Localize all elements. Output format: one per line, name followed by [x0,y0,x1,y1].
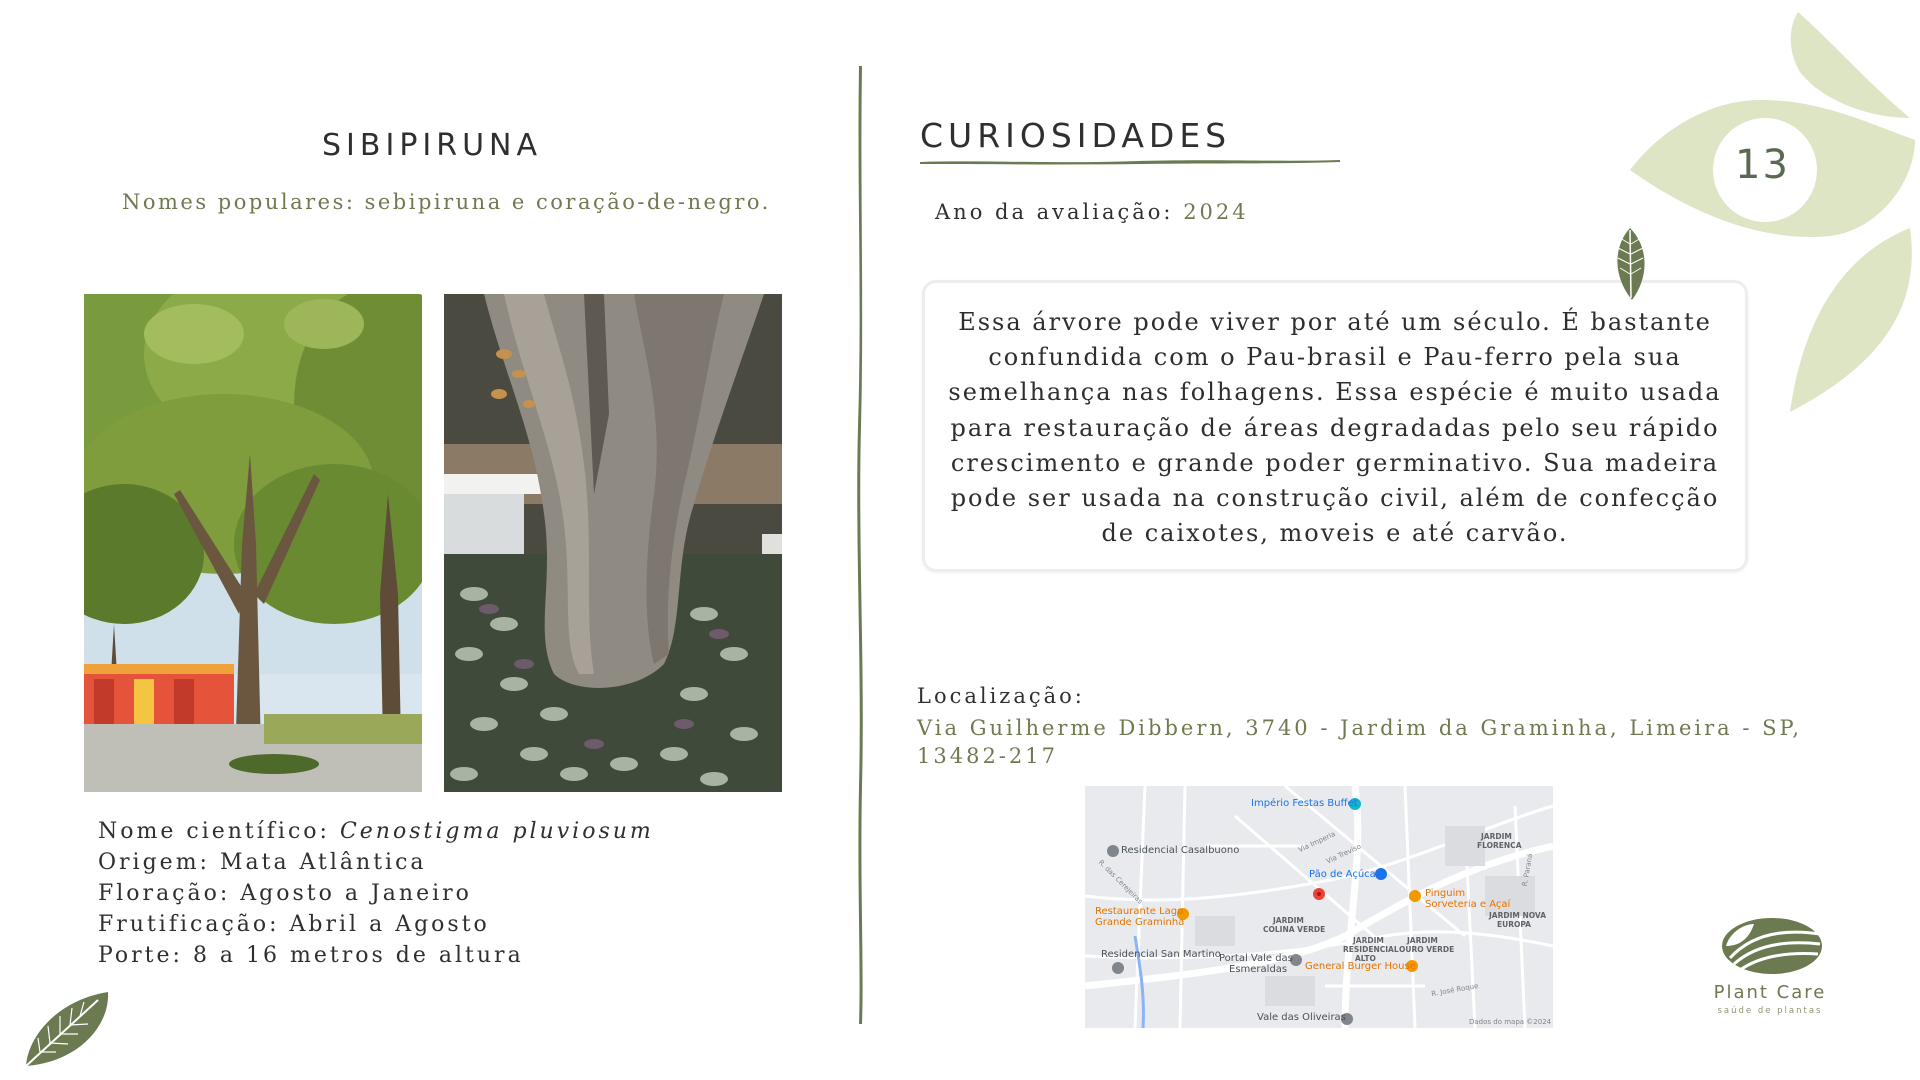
fruiting-row: Frutificação: Abril a Agosto [98,912,490,937]
map-label-imperio: Império Festas Buffet [1251,798,1358,809]
map-label-florenca-2: FLORENCA [1477,841,1522,850]
evaluation-year [935,200,1249,224]
location-label: Localização: [917,684,1085,708]
origin-row: Origem: Mata Atlântica [98,850,427,875]
evaluation-label: Ano da avaliação: [935,200,1184,224]
map-street-jose: R. José Roque [1430,981,1479,999]
trunk-photo [444,294,782,792]
location-address: Via Guilherme Dibbern, 3740 - Jardim da Graminha, Limeira - SP, 13482-217 [917,716,1803,768]
map-label-casalbuono: Residencial Casalbuono [1121,845,1240,856]
map-label-colina-2: COLINA VERDE [1263,925,1326,934]
flowering-row: Floração: Agosto a Janeiro [98,881,472,906]
map-label-oliveiras: Vale das Oliveiras [1257,1012,1346,1023]
scientific-name-row [98,816,654,847]
curiosities-box [922,280,1748,572]
logo-name: Plant Care [1713,982,1827,1003]
map-label-residencial-2: RESIDENCIAL [1343,945,1399,954]
logo-leaf-icon [1720,916,1824,976]
plant-care-logo [1700,916,1840,1026]
map-street-imperia: Via Imperia [1297,829,1337,855]
map-label-novaeuropa-2: EUROPA [1497,920,1531,929]
evaluation-value: 2024 [1183,200,1249,224]
map-street-cerejeiras: R. das Cerejeiras [1096,858,1145,906]
map-label-ouro-2: OURO VERDE [1399,945,1455,954]
map-label-novaeuropa-1: JARDIM NOVA [1489,911,1547,920]
map-label-restaurante-1: Restaurante Lago [1095,906,1184,917]
map-label-esmeraldas-2: Esmeraldas [1229,964,1288,975]
logo-tagline: saúde de plantas [1717,1006,1823,1016]
tree-photo [84,294,422,792]
map-label-residencial-1: JARDIM [1353,936,1384,945]
map-label-pinguim-1: Pinguim [1425,888,1466,899]
curiosities-title: CURIOSIDADES [920,116,1232,155]
vertical-divider [852,66,868,1024]
map-label-burger: General Burger House [1305,961,1416,972]
popular-names: Nomes populares: sebipiruna e coração-de-negro. [122,190,771,214]
map-label-ouro-1: JARDIM [1407,936,1438,945]
scientific-name-value: Cenostigma pluviosum [339,819,654,844]
map-label-colina-1: JARDIM [1273,916,1304,925]
location-map[interactable] [1085,786,1553,1028]
species-title: SIBIPIRUNA [322,128,543,163]
map-street-treviso: Via Treviso [1325,842,1363,866]
map-label-pinguim-2: Sorveteria e Açaí [1425,899,1511,910]
leaf-icon [1608,226,1652,302]
page-number: 13 [1735,142,1790,188]
species-facts [98,816,654,971]
title-underline [920,156,1340,168]
map-label-residencial-3: ALTO [1355,954,1376,963]
size-row: Porte: 8 a 16 metros de altura [98,943,524,968]
curiosities-text: Essa árvore pode viver por até um século. É bastante confundida com o Pau-brasil e Pau-ferro pela sua semelhança nas folhagens. Essa espécie é muito usada para restauração de áreas degradadas pelo seu rápido crescimento e grande poder germinativo. Sua madeira pode ser usada na construção civil, além de confecção de caixotes, moveis e até carvão. [948,308,1722,548]
map-label-esmeraldas-1: Portal Vale das [1219,953,1293,964]
leaf-icon [18,986,114,1072]
map-label-restaurante-2: Grande Graminha [1095,917,1185,928]
map-label-florenca-1: JARDIM [1481,832,1512,841]
map-label-pao: Pão de Açúcar [1309,869,1380,880]
map-label-sanmartino: Residencial San Martino [1101,949,1221,960]
map-credit: Dados do mapa ©2024 [1469,1018,1552,1026]
map-street-parana: R. Paraná [1520,852,1535,888]
scientific-name-label: Nome científico: [98,819,340,844]
